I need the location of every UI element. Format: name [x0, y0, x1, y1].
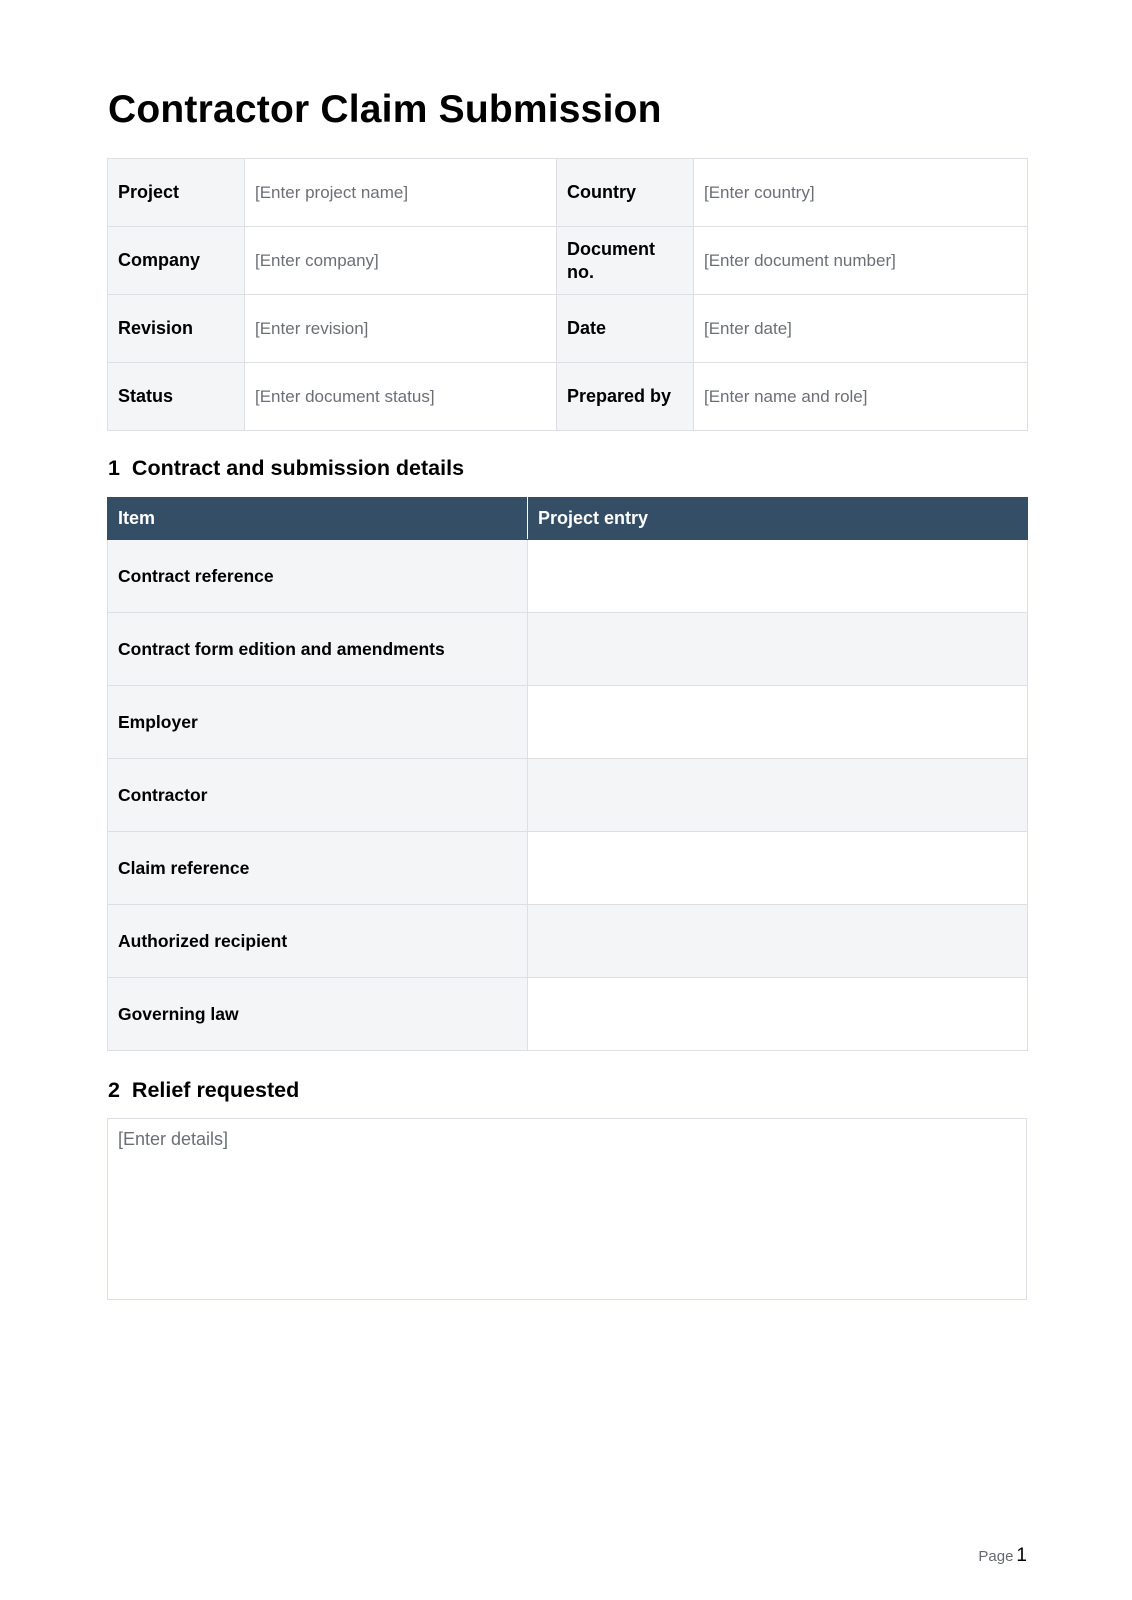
row-item-label: Contract reference — [108, 540, 528, 613]
row-item-label: Governing law — [108, 978, 528, 1051]
relief-requested-field[interactable] — [107, 1118, 1027, 1300]
section-1-number: 1 — [108, 456, 120, 480]
info-row — [108, 227, 1028, 295]
contract-form-entry[interactable] — [528, 613, 1028, 686]
info-row — [108, 159, 1028, 227]
table-header-row — [108, 498, 1028, 540]
section-1-heading — [108, 456, 464, 481]
contractor-entry[interactable] — [528, 759, 1028, 832]
section-2-heading — [108, 1078, 299, 1103]
row-item-label: Contractor — [108, 759, 528, 832]
document-no-label: Document no. — [557, 227, 694, 295]
governing-law-entry[interactable] — [528, 978, 1028, 1051]
claim-reference-entry[interactable] — [528, 832, 1028, 905]
column-header-project-entry: Project entry — [528, 498, 1028, 540]
column-header-item: Item — [108, 498, 528, 540]
table-row — [108, 978, 1028, 1051]
status-label: Status — [108, 363, 245, 431]
prepared-by-field[interactable]: [Enter name and role] — [694, 363, 1028, 431]
section-1-title: Contract and submission details — [131, 456, 465, 480]
company-field[interactable]: [Enter company] — [245, 227, 557, 295]
country-field[interactable]: [Enter country] — [694, 159, 1028, 227]
row-item-label: Employer — [108, 686, 528, 759]
info-row — [108, 363, 1028, 431]
contract-reference-entry[interactable] — [528, 540, 1028, 613]
document-number-field[interactable]: [Enter document number] — [694, 227, 1028, 295]
row-item-label: Authorized recipient — [108, 905, 528, 978]
revision-field[interactable]: [Enter revision] — [245, 295, 557, 363]
table-row — [108, 686, 1028, 759]
row-item-label: Claim reference — [108, 832, 528, 905]
page-number: 1 — [1016, 1545, 1027, 1566]
section-2-number: 2 — [108, 1078, 120, 1102]
table-row — [108, 759, 1028, 832]
company-label: Company — [108, 227, 245, 295]
date-field[interactable]: [Enter date] — [694, 295, 1028, 363]
section-2-title: Relief requested — [131, 1078, 300, 1102]
info-row — [108, 295, 1028, 363]
status-field[interactable]: [Enter document status] — [245, 363, 557, 431]
employer-entry[interactable] — [528, 686, 1028, 759]
page-title: Contractor Claim Submission — [108, 88, 662, 131]
table-row — [108, 905, 1028, 978]
revision-label: Revision — [108, 295, 245, 363]
project-field[interactable]: [Enter project name] — [245, 159, 557, 227]
date-label: Date — [557, 295, 694, 363]
row-item-label: Contract form edition and amendments — [108, 613, 528, 686]
table-row — [108, 832, 1028, 905]
document-info-table — [107, 158, 1028, 431]
page-footer — [978, 1545, 1027, 1567]
project-label: Project — [108, 159, 245, 227]
table-row — [108, 613, 1028, 686]
relief-requested-placeholder: [Enter details] — [118, 1129, 229, 1149]
prepared-by-label: Prepared by — [557, 363, 694, 431]
contract-details-table — [107, 497, 1028, 1051]
country-label: Country — [557, 159, 694, 227]
page-label: Page — [978, 1548, 1014, 1565]
table-row — [108, 540, 1028, 613]
authorized-recipient-entry[interactable] — [528, 905, 1028, 978]
